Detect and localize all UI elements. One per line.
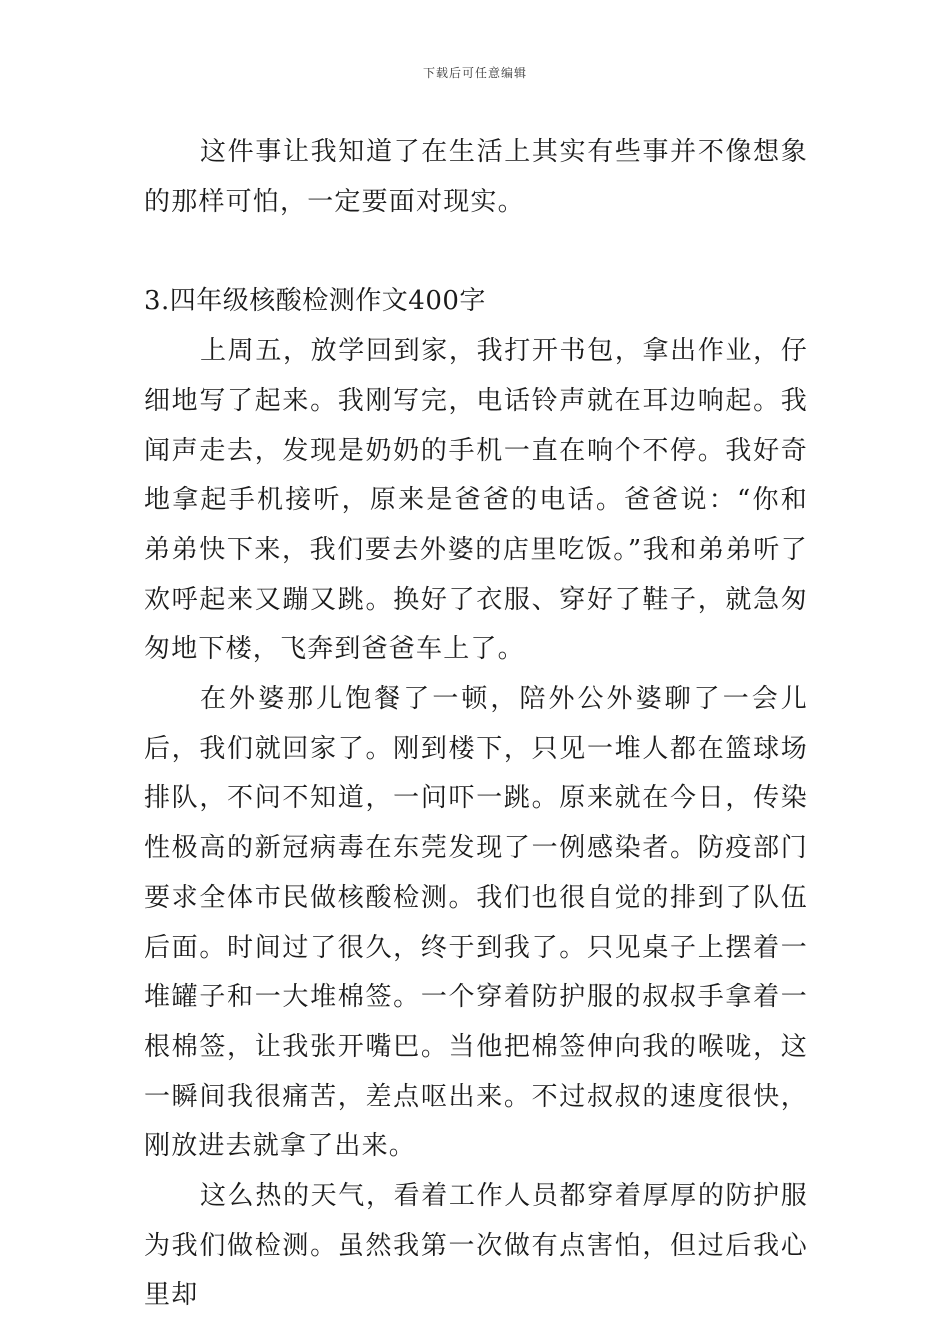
- intro-paragraph: 这件事让我知道了在生活上其实有些事并不像想象的那样可怕，一定要面对现实。: [144, 137, 808, 217]
- body-paragraph: 上周五，放学回到家，我打开书包，拿出作业，仔细地写了起来。我刚写完，电话铃声就在耳边响起。我闻声走去，发现是奶奶的手机一直在响个不停。我好奇地拿起手机接听，原来是爸爸的电话。爸爸说：“你和弟弟快下来，我们要去外婆的店里吃饭。”我和弟弟听了欢呼起来又蹦又跳。换好了衣服、穿好了鞋子，就急匆匆地下楼，飞奔到爸爸车上了。: [144, 336, 808, 665]
- body-paragraph: 在外婆那儿饱餐了一顿，陪外公外婆聊了一会儿后，我们就回家了。刚到楼下，只见一堆人都在篮球场排队，不问不知道，一问吓一跳。原来就在今日，传染性极高的新冠病毒在东莞发现了一例感染者。防疫部门要求全体市民做核酸检测。我们也很自觉的排到了队伍后面。时间过了很久，终于到我了。只见桌子上摆着一堆罐子和一大堆棉签。一个穿着防护服的叔叔手拿着一根棉签，让我张开嘴巴。当他把棉签伸向我的喉咙，这一瞬间我很痛苦，差点呕出来。不过叔叔的速度很快，刚放进去就拿了出来。: [144, 684, 808, 1162]
- document-body: [144, 128, 808, 1321]
- section-heading: 3.四年级核酸检测作文400字: [144, 286, 486, 317]
- page-header-note: 下载后可任意编辑: [422, 66, 527, 80]
- section-spacer: [144, 227, 808, 277]
- body-paragraph: 这么热的天气，看着工作人员都穿着厚厚的防护服为我们做检测。虽然我第一次做有点害怕，但过后我心里却: [144, 1181, 808, 1311]
